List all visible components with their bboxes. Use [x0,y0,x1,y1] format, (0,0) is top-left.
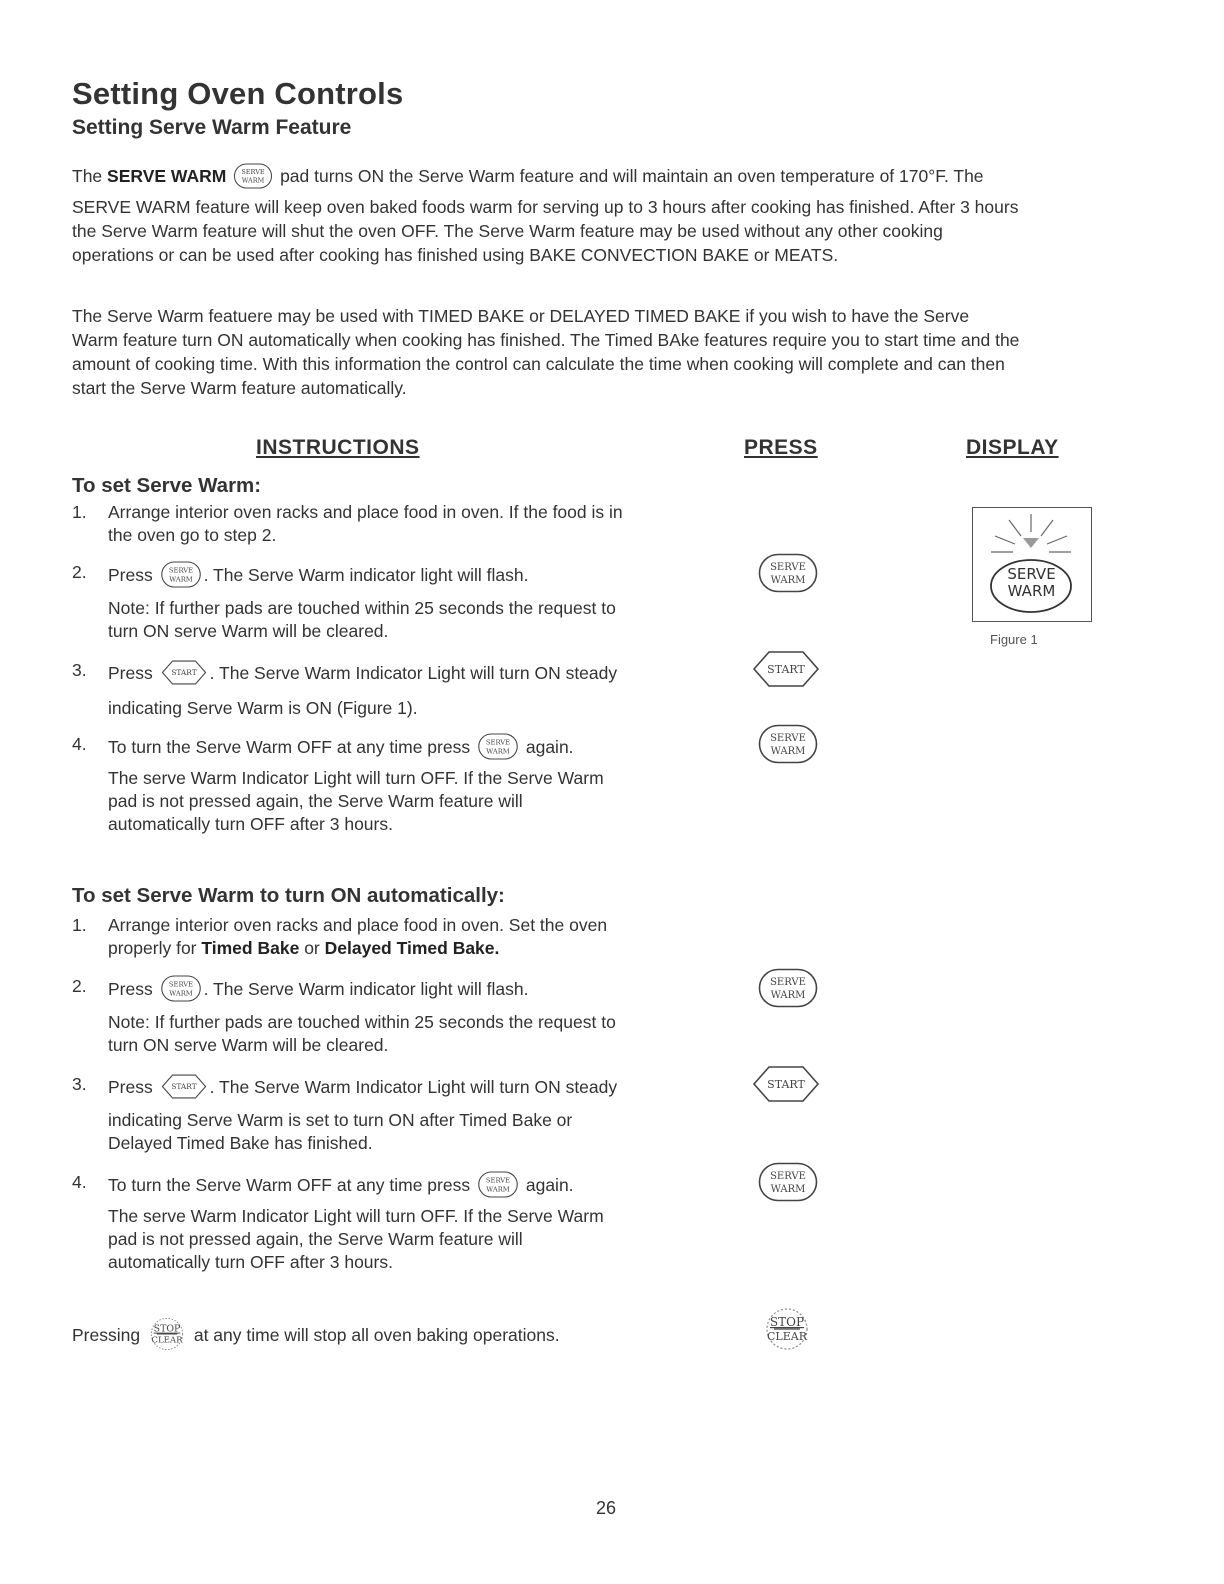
note-text: The serve Warm Indicator Light will turn OFF. If the Serve Warm [108,768,604,788]
step-number: 2. [72,562,87,582]
delayed-timed-bake-bold: Delayed Timed Bake [324,938,495,958]
intro-line: the Serve Warm feature will shut the oven OFF. The Serve Warm feature may be used without any other cooking [72,221,943,241]
display-figure-panel [972,507,1092,622]
section2-step-1: 1. Arrange interior oven racks and place food in oven. Set the oven properly for Timed Bake or Delayed Timed Bake. [72,914,712,964]
step-text: again. [525,1175,574,1195]
serve-warm-pad-icon [477,733,519,760]
section1-step-2-note [108,597,698,643]
page-subtitle: Setting Serve Warm Feature [72,116,352,139]
stop-clear-pad-icon [147,1316,187,1352]
section-heading-serve-warm: To set Serve Warm: [72,474,262,497]
section1-step-2 [72,561,712,591]
press-start-pad [751,649,821,689]
step-number: 3. [72,660,87,680]
section1-step-1 [72,501,712,551]
intro-line: SERVE WARM feature will keep oven baked foods warm for serving up to 3 hours after cooking has finished. After 3 hours [72,197,1019,217]
note-text: turn ON serve Warm will be cleared. [108,621,389,641]
serve-warm-pad-icon [233,163,273,189]
section2-step-4 [72,1171,712,1201]
press-serve-warm-pad [758,724,818,764]
step-number: 1. [72,502,87,522]
section1-step-4-note [108,767,698,836]
section2-step-3 [72,1073,712,1103]
section1-step-3 [72,659,712,689]
section2-step-2-note [108,1011,698,1057]
intro-line: operations or can be used after cooking has finished using BAKE CONVECTION BAKE or MEATS. [72,245,839,265]
serve-warm-pad-icon [160,561,202,588]
section-heading-auto-on: To set Serve Warm to turn ON automatically: [72,884,505,907]
step-text: . The Serve Warm Indicator Light will turn ON steady [209,663,618,683]
step-text: To turn the Serve Warm OFF at any time press [108,737,471,757]
step-text: To turn the Serve Warm OFF at any time press [108,1175,471,1195]
serve-warm-bold: SERVE WARM [107,166,227,186]
note-text: pad is not pressed again, the Serve Warm feature will [108,791,523,811]
note-text: automatically turn OFF after 3 hours. [108,1252,393,1272]
step-text: Arrange interior oven racks and place food in oven. Set the oven [108,915,608,935]
step-text: properly for [108,938,197,958]
intro-paragraph-2 [72,304,1162,400]
start-pad-icon [160,1073,208,1100]
note-text: Note: If further pads are touched within 25 seconds the request to [108,1012,616,1032]
step-text: Press [108,979,153,999]
page-number: 26 [596,1498,617,1518]
step-number: 2. [72,976,87,996]
figure-caption: Figure 1 [990,632,1038,647]
step-text: or [304,938,320,958]
intro-text: pad turns ON the Serve Warm feature and will maintain an oven temperature of 170°F. The [280,166,984,186]
figure-display-text [973,566,1090,600]
step-text: Press [108,1077,153,1097]
intro-line: The Serve Warm featuere may be used with TIMED BAKE or DELAYED TIMED BAKE if you wish to have the Serve [72,306,970,326]
step-number: 4. [72,734,87,754]
step-number: 1. [72,915,87,935]
section1-step-3-note: indicating Serve Warm is ON (Figure 1). [108,698,418,718]
section2-step-2 [72,975,712,1005]
display-header: DISPLAY [966,436,1059,459]
step-text: . The Serve Warm Indicator Light will turn ON steady [209,1077,618,1097]
press-serve-warm-pad [758,553,818,593]
stop-clear-note [72,1316,752,1350]
press-serve-warm-pad [758,1162,818,1202]
serve-warm-indicator-icon [973,508,1090,620]
note-text: Delayed Timed Bake has finished. [108,1133,373,1153]
note-text: automatically turn OFF after 3 hours. [108,814,393,834]
intro-text: The [72,166,103,186]
instructions-header: INSTRUCTIONS [256,436,420,459]
step-text: Press [108,565,153,585]
note-text: indicating Serve Warm is set to turn ON after Timed Bake or [108,1110,573,1130]
serve-warm-pad-icon [160,975,202,1002]
serve-warm-pad-icon [477,1171,519,1198]
intro-line: start the Serve Warm feature automatically. [72,378,407,398]
press-serve-warm-pad [758,968,818,1008]
press-start-pad [751,1064,821,1104]
press-header: PRESS [744,436,818,459]
intro-line: amount of cooking time. With this information the control can calculate the time when cooking will complete and can then [72,354,1005,374]
step-text: the oven go to step 2. [108,525,277,545]
note-text: The serve Warm Indicator Light will turn OFF. If the Serve Warm [108,1206,604,1226]
note-text: pad is not pressed again, the Serve Warm feature will [108,1229,523,1249]
note-text: Note: If further pads are touched within 25 seconds the request to [108,598,616,618]
press-stop-clear-pad [762,1306,812,1352]
page-title: Setting Oven Controls [72,76,404,111]
step-text: Press [108,663,153,683]
step-text: again. [525,737,574,757]
figure-line-serve: SERVE [1007,565,1056,583]
step-text: . The Serve Warm indicator light will flash. [203,979,529,999]
start-pad-icon [160,659,208,686]
timed-bake-bold: Timed Bake [201,938,300,958]
section2-step-4-note [108,1205,698,1274]
note-text: turn ON serve Warm will be cleared. [108,1035,389,1055]
step-text: . The Serve Warm indicator light will flash. [203,565,529,585]
section2-step-3-note [108,1109,698,1155]
intro-paragraph-1 [72,162,1162,267]
footer-text: at any time will stop all oven baking operations. [193,1325,560,1345]
footer-text: Pressing [72,1325,141,1345]
step-text: Arrange interior oven racks and place food in oven. If the food is in [108,502,623,522]
intro-line: Warm feature turn ON automatically when cooking has finished. The Timed BAke features require you to start time and the [72,330,1020,350]
step-number: 3. [72,1074,87,1094]
figure-line-warm: WARM [1007,582,1056,600]
step-number: 4. [72,1172,87,1192]
section1-step-4 [72,733,712,763]
